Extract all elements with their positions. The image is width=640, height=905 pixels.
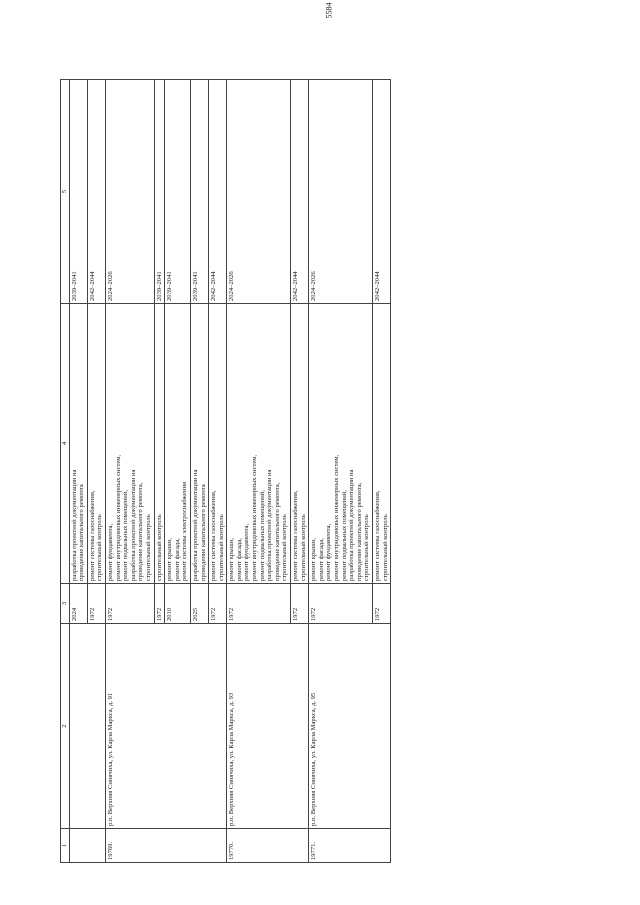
table-row (105, 80, 154, 863)
period-cell: 2039–2041 (69, 80, 87, 304)
period-cell: 2042–2044 (372, 80, 390, 304)
work-type-cell: ремонт системы газоснабжения, строительный контроль (87, 304, 105, 584)
year-cell: 1972 (291, 584, 309, 624)
rotated-table-container (60, 80, 540, 863)
year-cell: 1972 (154, 584, 165, 624)
year-cell: 1972 (87, 584, 105, 624)
work-type-cell: ремонт системы газоснабжения, строительный контроль (209, 304, 227, 584)
period-cell: 2039–2041 (154, 80, 165, 304)
repair-schedule-table (60, 79, 391, 863)
period-cell: 2039–2041 (190, 80, 208, 304)
year-cell: 1972 (209, 584, 227, 624)
header-col-4: 4 (61, 304, 70, 584)
period-cell: 2024–2026 (309, 80, 373, 304)
period-cell: 2039–2041 (165, 80, 191, 304)
work-type-cell: разработка проектной документации на проведение капитального ремонта (190, 304, 208, 584)
year-cell: 2010 (165, 584, 191, 624)
year-cell: 2024 (69, 584, 87, 624)
header-col-3: 3 (61, 584, 70, 624)
work-type-cell: ремонт системы газоснабжения, строительный контроль (291, 304, 309, 584)
work-type-cell: ремонт крыши, ремонт фасада, ремонт фундамента, ремонт внутридомовых инженерных систем, ремонт подвальных помещений, разработка проектной документации на проведение капитального ремонта, строительный контроль (309, 304, 373, 584)
period-cell: 2042–2044 (209, 80, 227, 304)
work-type-cell: строительный контроль (154, 304, 165, 584)
address-cell: р.п. Верхняя Синячиха, ул. Карла Маркса, д. 93 (227, 624, 309, 829)
table-row (309, 80, 373, 863)
period-cell: 2024–2026 (227, 80, 291, 304)
table-row (227, 80, 291, 863)
address-cell (69, 624, 105, 829)
address-cell: р.п. Верхняя Синячиха, ул. Карла Маркса, д. 95 (309, 624, 391, 829)
period-cell: 2024–2026 (105, 80, 154, 304)
row-number (69, 829, 105, 863)
row-number: 19769. (105, 829, 226, 863)
row-number: 19771. (309, 829, 391, 863)
year-cell: 1972 (309, 584, 373, 624)
work-type-cell: ремонт фундамента, ремонт внутридомовых инженерных систем, ремонт подвальных помещений, разработка проектной документации на проведение капитального ремонта, строительный контроль (105, 304, 154, 584)
year-cell: 1972 (105, 584, 154, 624)
table-row (69, 80, 87, 863)
year-cell: 2025 (190, 584, 208, 624)
year-cell: 1972 (227, 584, 291, 624)
work-type-cell: ремонт крыши, ремонт фасада, ремонт фундамента, ремонт внутридомовых инженерных систем, ремонт подвальных помещений, разработка проектной документации на проведение капитального ремонта, строительный контроль (227, 304, 291, 584)
header-col-2: 2 (61, 624, 70, 829)
period-cell: 2042–2044 (87, 80, 105, 304)
work-type-cell: разработка проектной документации на проведение капитального ремонта (69, 304, 87, 584)
address-cell: р.п. Верхняя Синячиха, ул. Карла Маркса, д. 91 (105, 624, 226, 829)
work-type-cell: ремонт крыши, ремонт фасада, ремонт системы электроснабжения (165, 304, 191, 584)
work-type-cell: ремонт системы газоснабжения, строительный контроль (372, 304, 390, 584)
row-number: 19770. (227, 829, 309, 863)
period-cell: 2042–2044 (291, 80, 309, 304)
header-row (61, 80, 70, 863)
page-number: 5584 (324, 2, 334, 19)
year-cell: 1972 (372, 584, 390, 624)
header-col-5: 5 (61, 80, 70, 304)
header-col-1: 1 (61, 829, 70, 863)
